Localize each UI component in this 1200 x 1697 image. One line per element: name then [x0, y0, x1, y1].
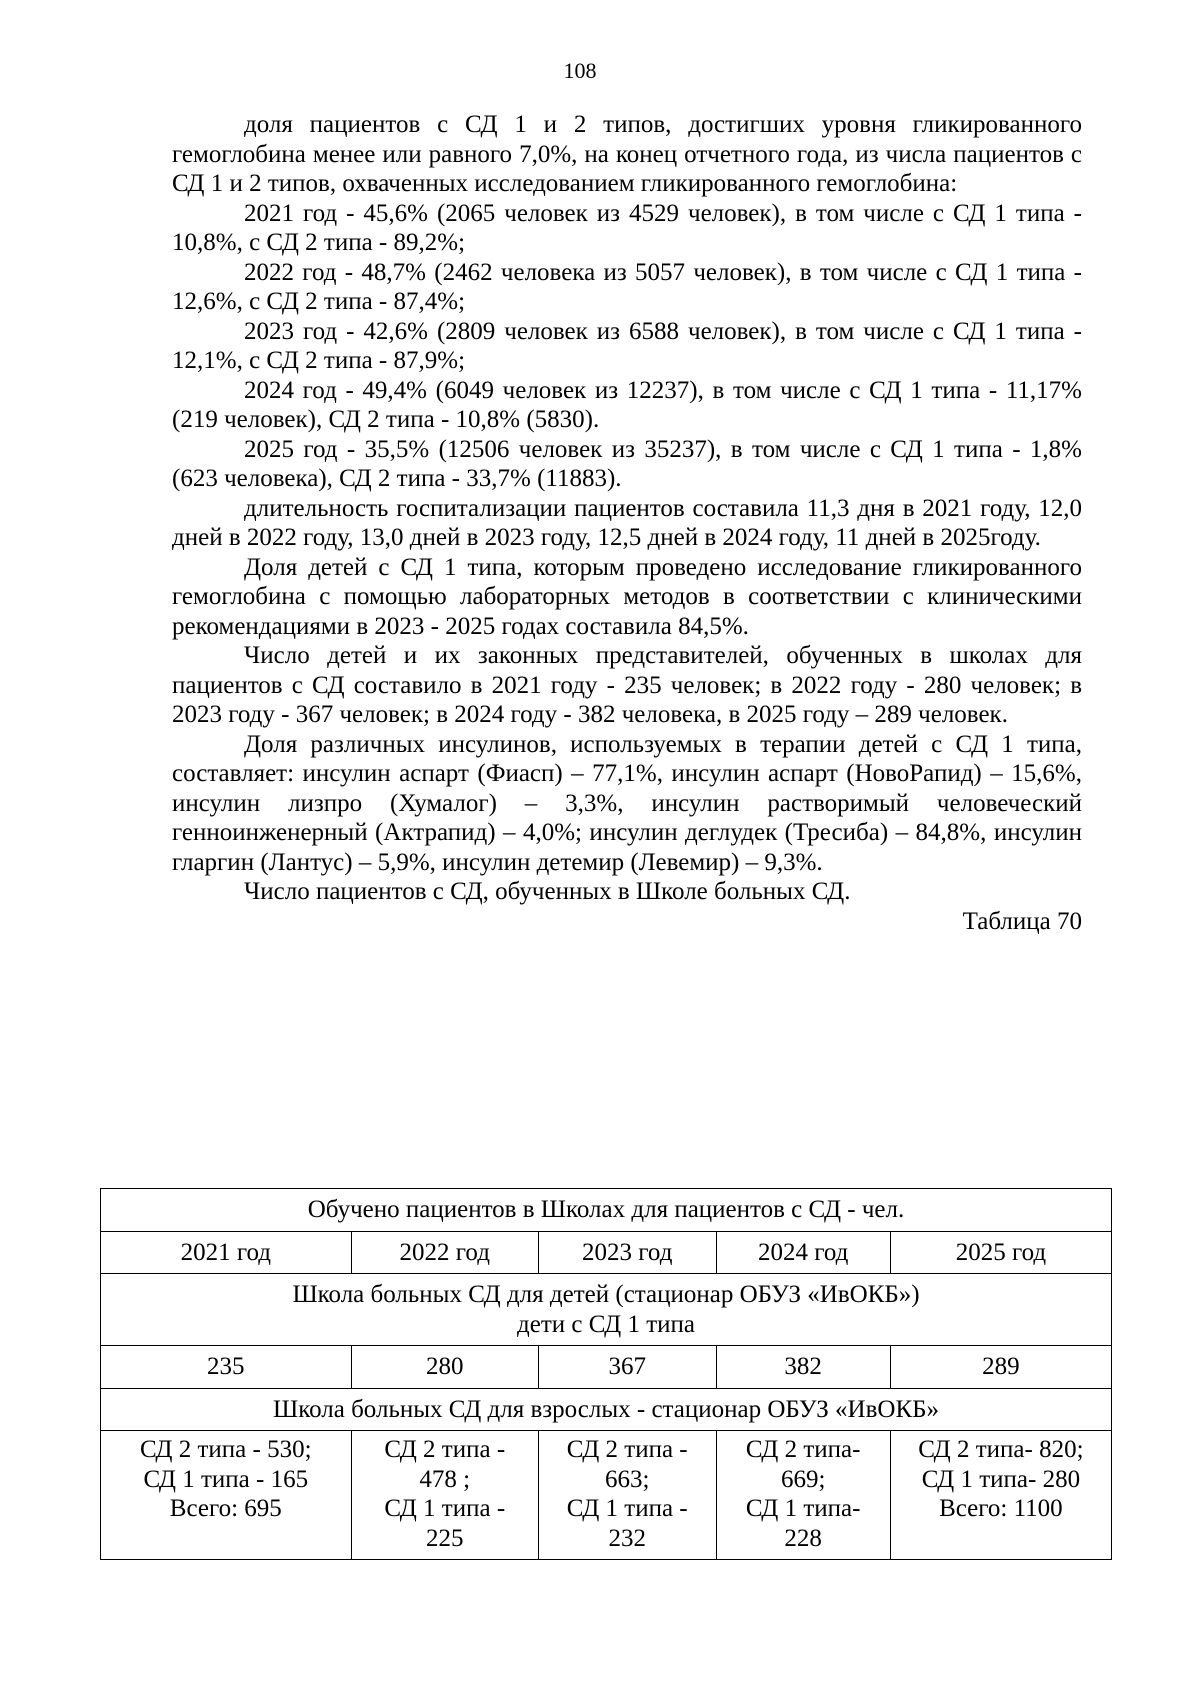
- cell-line: 669;: [780, 1465, 826, 1493]
- year-header: 2023 год: [538, 1231, 716, 1274]
- adults-section-title: Школа больных СД для взрослых - стационар ОБУЗ «ИвОКБ»: [101, 1388, 1112, 1431]
- paragraph-2023: 2023 год - 42,6% (2809 человек из 6588 человек), в том числе с СД 1 типа - 12,1%, с СД 2 типа - 87,9%;: [172, 317, 1082, 374]
- table-title: Обучено пациентов в Школах для пациентов с СД - чел.: [101, 1189, 1112, 1232]
- table-cell: [101, 1431, 352, 1560]
- cell-line: СД 2 типа -: [384, 1436, 506, 1463]
- children-section-title-line1: Школа больных СД для детей (стационар ОБУЗ «ИвОКБ»): [292, 1281, 920, 1308]
- paragraph-hba1c-intro: доля пациентов с СД 1 и 2 типов, достигших уровня гликированного гемоглобина менее или равного 7,0%, на конец отчетного года, из числа пациентов с СД 1 и 2 типов, охваченных исследованием гликированного гемоглобина:: [172, 111, 1082, 197]
- cell-line: Всего: 1100: [939, 1495, 1063, 1522]
- cell-line: 663;: [605, 1465, 650, 1493]
- cell-line: Всего: 695: [169, 1495, 282, 1522]
- cell-line: 225: [426, 1524, 464, 1552]
- table-header-row: [101, 1231, 1112, 1274]
- paragraph-insulins: Доля различных инсулинов, используемых в терапии детей с СД 1 типа, составляет: инсулин аспарт (Фиасп) – 77,1%, инсулин аспарт (НовоРапид) – 15,6%, инсулин лизпро (Хумалог) – 3,3%, инсулин растворимый человеческий генноинженерный (Актрапид) – 4,0%; инсулин деглудек (Тресиба) – 84,8%, инсулин гларгин (Лантус) – 5,9%, инсулин детемир (Левемир) – 9,3%.: [172, 730, 1082, 876]
- cell-line: СД 2 типа -: [566, 1436, 688, 1463]
- paragraph-schools: Число детей и их законных представителей, обученных в школах для пациентов с СД составило в 2021 году - 235 человек; в 2022 году - 280 человек; в 2023 году - 367 человек; в 2024 году - 382 человека, в 2025 году – 289 человек.: [172, 642, 1082, 728]
- paragraph-2021: 2021 год - 45,6% (2065 человек из 4529 человек), в том числе с СД 1 типа - 10,8%, с СД 2 типа - 89,2%;: [172, 199, 1082, 256]
- cell-line: СД 1 типа -: [384, 1495, 506, 1522]
- table-cell: 289: [890, 1346, 1111, 1389]
- children-section-title: [101, 1274, 1112, 1346]
- year-header: 2022 год: [351, 1231, 538, 1274]
- table-cell: 382: [716, 1346, 890, 1389]
- children-values-row: [101, 1346, 1112, 1389]
- adults-section-row: [101, 1388, 1112, 1431]
- cell-line: СД 1 типа -: [566, 1495, 688, 1522]
- paragraph-table-intro: Число пациентов с СД, обученных в Школе больных СД.: [244, 878, 851, 905]
- table-cell: [716, 1431, 890, 1560]
- cell-line: 228: [784, 1524, 822, 1552]
- year-header: 2024 год: [716, 1231, 890, 1274]
- children-section-title-line2: дети с СД 1 типа: [517, 1310, 695, 1338]
- body-text: [172, 110, 1082, 936]
- paragraph-2024: 2024 год - 49,4% (6049 человек из 12237), в том числе с СД 1 типа - 11,17% (219 человек), СД 2 типа - 10,8% (5830).: [172, 376, 1082, 433]
- table-cell: 280: [351, 1346, 538, 1389]
- adults-values-row: [101, 1431, 1112, 1560]
- table-caption: Таблица 70: [962, 907, 1082, 935]
- cell-line: СД 1 типа - 165: [143, 1465, 309, 1493]
- table-cell: [538, 1431, 716, 1560]
- table-cell: [351, 1431, 538, 1560]
- cell-line: СД 1 типа-: [745, 1495, 861, 1522]
- paragraph-2025: 2025 год - 35,5% (12506 человек из 35237), в том числе с СД 1 типа - 1,8% (623 человека), СД 2 типа - 33,7% (11883).: [172, 435, 1082, 492]
- table-cell: 235: [101, 1346, 352, 1389]
- year-header: 2025 год: [890, 1231, 1111, 1274]
- table-cell: 367: [538, 1346, 716, 1389]
- paragraph-hospitalization: длительность госпитализации пациентов составила 11,3 дня в 2021 году, 12,0 дней в 2022 году, 13,0 дней в 2023 году, 12,5 дней в 2024 году, 11 дней в 2025году.: [172, 494, 1082, 551]
- page-number: 108: [563, 58, 597, 83]
- paragraph-children-hba1c: Доля детей с СД 1 типа, которым проведено исследование гликированного гемоглобина с помощью лабораторных методов в соответствии с клиническими рекомендациями в 2023 - 2025 годах составила 84,5%.: [172, 553, 1082, 640]
- cell-line: СД 2 типа-: [745, 1436, 861, 1463]
- paragraph-2022: 2022 год - 48,7% (2462 человека из 5057 человек), в том числе с СД 1 типа - 12,6%, с СД 2 типа - 87,4%;: [172, 258, 1082, 315]
- year-header: 2021 год: [101, 1231, 352, 1274]
- cell-line: СД 2 типа- 820;: [918, 1436, 1084, 1463]
- cell-line: СД 2 типа - 530;: [140, 1436, 312, 1463]
- cell-line: СД 1 типа- 280: [921, 1465, 1081, 1493]
- training-table: [100, 1188, 1112, 1560]
- table-cell: [890, 1431, 1111, 1560]
- children-section-row: [101, 1274, 1112, 1346]
- cell-line: 478 ;: [419, 1465, 471, 1493]
- table-title-row: [101, 1189, 1112, 1232]
- cell-line: 232: [608, 1524, 646, 1552]
